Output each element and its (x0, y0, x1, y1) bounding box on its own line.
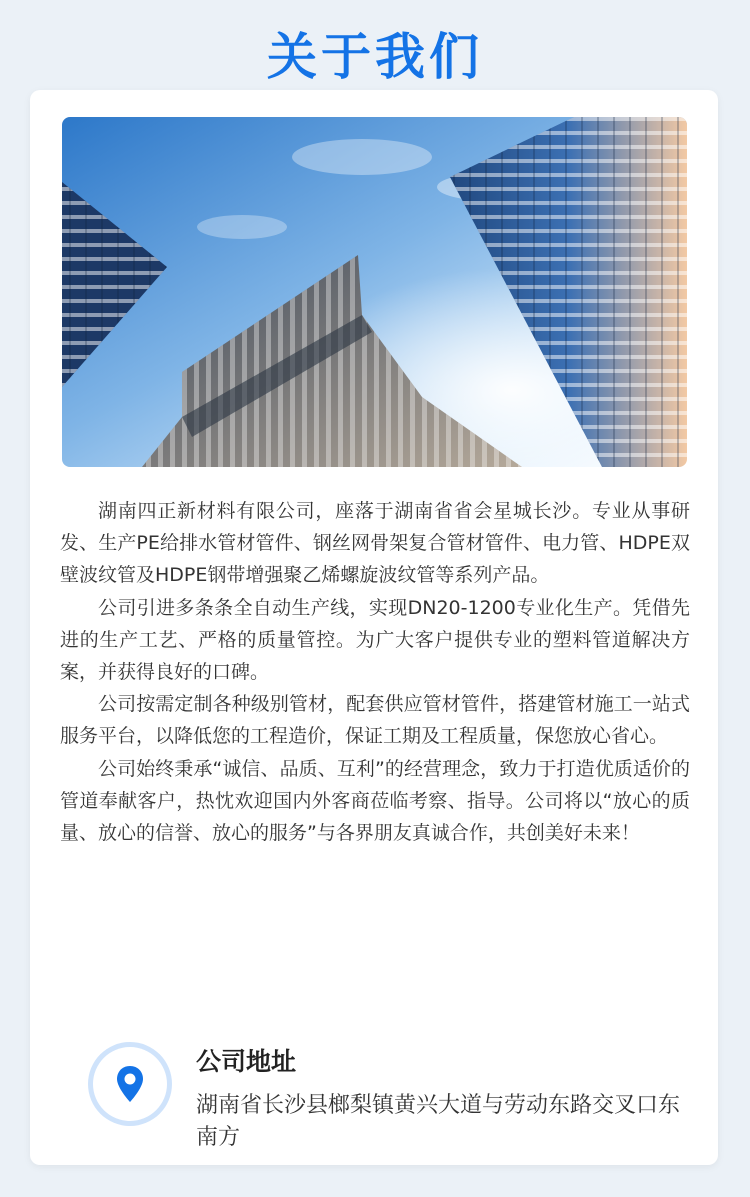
address-block (88, 1042, 688, 1150)
building-photo (62, 117, 687, 467)
intro-paragraph: 公司始终秉承“诚信、品质、互利”的经营理念，致力于打造优质适价的管道奉献客户，热忱欢迎国内外客商莅临考察、指导。公司将以“放心的质量、放心的信誉、放心的服务”与各界朋友真诚合作，共创美好未来！ (60, 757, 690, 845)
address-icon-ring (88, 1042, 172, 1126)
page-title: 关于我们 (267, 28, 483, 86)
company-intro (60, 495, 690, 849)
intro-paragraph: 公司引进多条条全自动生产线，实现DN20-1200专业化生产。凭借先进的生产工艺、严格的质量管控。为广大客户提供专业的塑料管道解决方案，并获得良好的口碑。 (60, 596, 690, 684)
about-card (30, 90, 718, 1165)
address-icon-inner (93, 1047, 167, 1121)
address-text: 湖南省长沙县榔梨镇黄兴大道与劳动东路交叉口东南方 (196, 1093, 681, 1150)
intro-paragraph: 湖南四正新材料有限公司，座落于湖南省省会星城长沙。专业从事研发、生产PE给排水管材管件、钢丝网骨架复合管材管件、电力管、HDPE双壁波纹管及HDPE钢带增强聚乙烯螺旋波纹管等系列产品。 (60, 500, 690, 587)
map-pin-icon (115, 1065, 145, 1103)
intro-paragraph: 公司按需定制各种级别管材，配套供应管材管件，搭建管材施工一站式服务平台，以降低您的工程造价，保证工期及工程质量，保您放心省心。 (60, 693, 690, 748)
address-title: 公司地址 (196, 1047, 297, 1076)
